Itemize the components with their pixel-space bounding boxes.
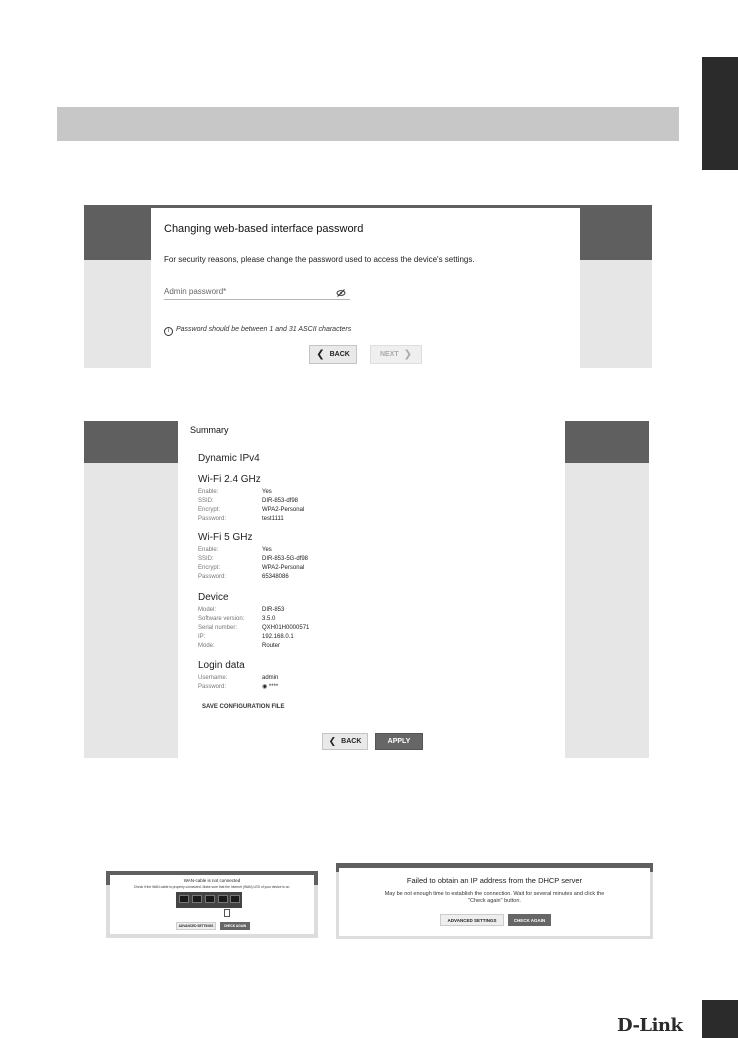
check-again-button[interactable]: CHECK AGAIN xyxy=(220,922,250,930)
next-label: NEXT xyxy=(379,351,399,358)
row-value xyxy=(262,683,278,691)
wan-dialog-title: WAN-cable is not connected xyxy=(183,878,241,883)
section-title: Wi-Fi 5 GHz xyxy=(198,532,253,543)
row-value: WPA2-Personal xyxy=(262,507,305,513)
eye-icon[interactable] xyxy=(336,288,346,298)
section-title: Login data xyxy=(198,660,245,671)
header-band-left xyxy=(84,421,178,463)
wan-port-icon xyxy=(230,895,240,903)
dhcp-dialog-text: May be not enough time to establish the connection. Wait for several minutes and click the "Check again" button. xyxy=(384,891,605,904)
row-value: DIR-853 xyxy=(262,607,285,613)
row-key: Encrypt: xyxy=(198,565,221,571)
dialog-description: For security reasons, please change the password used to access the device's settings. xyxy=(164,255,475,264)
masked-password: **** xyxy=(268,684,279,690)
wan-cable-screenshot xyxy=(106,871,318,938)
row-key: Serial number: xyxy=(198,625,238,631)
summary-panel xyxy=(178,421,565,758)
dhcp-failure-screenshot xyxy=(336,863,653,939)
row-value: 65348086 xyxy=(262,574,289,580)
section-title: Device xyxy=(198,592,229,603)
summary-screenshot xyxy=(84,421,649,758)
password-hint xyxy=(164,326,351,336)
password-dialog xyxy=(151,208,580,368)
section-title: Wi-Fi 2.4 GHz xyxy=(198,474,261,485)
back-button[interactable] xyxy=(309,345,357,364)
save-configuration-button[interactable]: SAVE CONFIGURATION FILE xyxy=(202,704,285,710)
summary-title: Summary xyxy=(190,425,229,435)
dlink-logo: D-Link xyxy=(617,1015,683,1036)
wan-dialog-text: Check if the WAN cable is properly connected. Make sure that the Internet (WAN) LED of your device is on. xyxy=(133,885,291,889)
hint-text: Password should be between 1 and 31 ASCII characters xyxy=(176,326,352,333)
row-key: SSID: xyxy=(198,556,214,562)
page-number-box xyxy=(702,1000,738,1038)
row-value: QXH01H0000571 xyxy=(262,625,310,631)
admin-password-field[interactable]: Admin password* xyxy=(164,287,227,296)
chevron-left-icon: ❮ xyxy=(328,736,337,746)
advanced-settings-button[interactable]: ADVANCED SETTINGS xyxy=(440,914,504,926)
port-icon xyxy=(179,895,189,903)
row-value: Yes xyxy=(262,489,272,495)
row-value: Router xyxy=(262,643,281,649)
row-value: DIR-853-df98 xyxy=(262,498,299,504)
port-icon xyxy=(218,895,228,903)
router-ports-icon xyxy=(176,892,242,908)
password-change-screenshot xyxy=(84,205,652,368)
row-key: Password: xyxy=(198,574,227,580)
header-band-right xyxy=(565,421,649,463)
apply-button[interactable]: APPLY xyxy=(375,733,423,750)
row-value: admin xyxy=(262,675,279,681)
row-value: Yes xyxy=(262,547,272,553)
row-value: DIR-853-5G-df98 xyxy=(262,556,309,562)
back-label: BACK xyxy=(329,351,350,358)
row-key: IP: xyxy=(198,634,206,640)
row-key: Username: xyxy=(198,675,228,681)
row-key: Enable: xyxy=(198,489,219,495)
connection-type: Dynamic IPv4 xyxy=(198,453,260,464)
admin-password-underline xyxy=(164,299,350,300)
next-button[interactable] xyxy=(370,345,422,364)
wan-dialog xyxy=(110,875,314,934)
row-key: Mode: xyxy=(198,643,215,649)
dhcp-dialog-title: Failed to obtain an IP address from the DHCP server xyxy=(406,876,583,885)
eye-icon[interactable]: ◉ xyxy=(262,684,268,690)
row-key: Encrypt: xyxy=(198,507,221,513)
check-again-button[interactable]: CHECK AGAIN xyxy=(508,914,551,926)
row-key: Password: xyxy=(198,684,227,690)
info-icon: i xyxy=(164,327,173,336)
row-key: Software version: xyxy=(198,616,245,622)
chevron-right-icon: ❯ xyxy=(403,349,413,360)
dialog-title: Changing web-based interface password xyxy=(164,223,364,235)
row-key: Enable: xyxy=(198,547,219,553)
dhcp-dialog xyxy=(339,868,650,936)
row-value: 3.5.0 xyxy=(262,616,276,622)
back-label: BACK xyxy=(341,738,362,745)
row-key: SSID: xyxy=(198,498,214,504)
row-value: test1111 xyxy=(262,516,284,522)
row-value: WPA2-Personal xyxy=(262,565,305,571)
port-icon xyxy=(192,895,202,903)
back-button[interactable] xyxy=(322,733,368,750)
port-icon xyxy=(205,895,215,903)
advanced-settings-button[interactable]: ADVANCED SETTINGS xyxy=(176,922,216,930)
row-key: Password: xyxy=(198,516,227,522)
section-header-bar xyxy=(57,107,679,141)
cable-plug-icon xyxy=(224,909,230,917)
chevron-left-icon: ❮ xyxy=(316,349,325,360)
row-value: 192.168.0.1 xyxy=(262,634,294,640)
row-key: Model: xyxy=(198,607,217,613)
language-tab xyxy=(702,57,738,170)
